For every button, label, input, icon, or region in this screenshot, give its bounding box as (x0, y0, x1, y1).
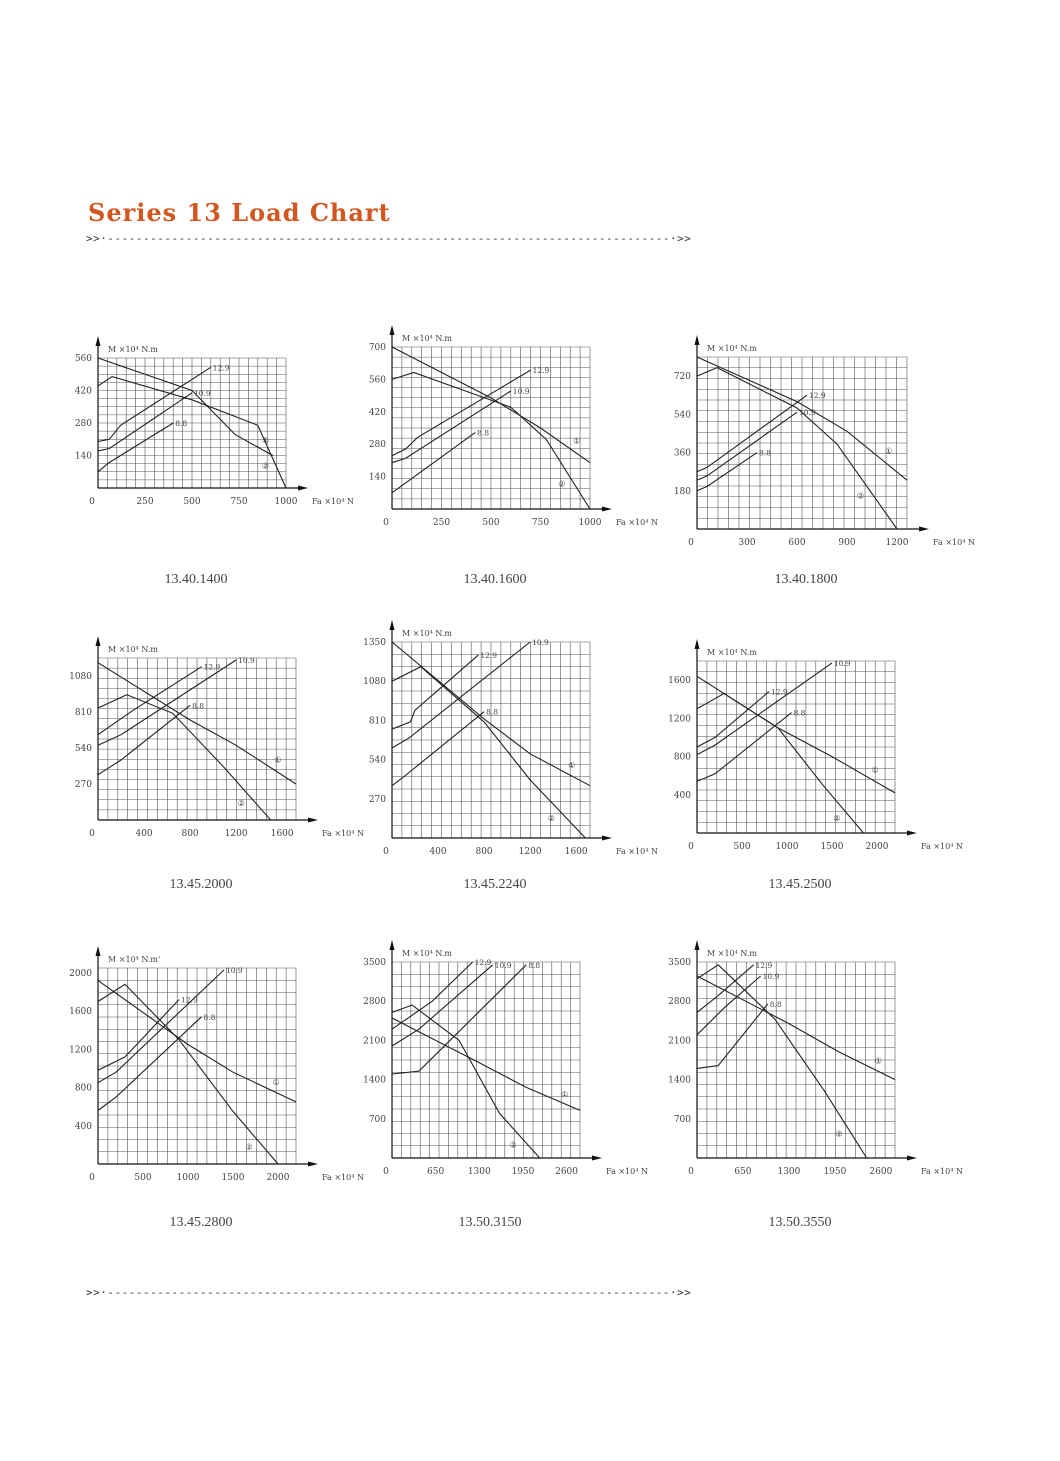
series-label: ① (561, 1089, 569, 1099)
series-label: ① (885, 446, 893, 456)
x-tick-label: 0 (688, 842, 694, 852)
x-tick-label: 0 (383, 847, 389, 857)
x-tick-label: 500 (482, 518, 500, 528)
series-label: ② (857, 491, 865, 501)
series-label: 8.8 (192, 701, 205, 711)
x-axis-arrow (919, 527, 929, 532)
series-label: 12.9 (532, 366, 550, 376)
y-tick-label: 2000 (69, 968, 92, 979)
x-tick-label: 600 (788, 538, 806, 548)
chart-caption: 13.45.2000 (169, 877, 233, 892)
y-tick-label: 420 (368, 407, 386, 418)
x-tick-label: 1600 (270, 829, 294, 839)
series-label: 8.8 (203, 1012, 216, 1022)
series-label: 8.8 (477, 428, 490, 438)
series-label: 10.9 (226, 965, 243, 975)
chart-caption: 13.45.2800 (169, 1215, 233, 1230)
x-tick-label: 1300 (467, 1167, 491, 1177)
y-tick-label: 360 (673, 448, 691, 459)
series-label: 12.9 (474, 958, 492, 967)
x-axis-arrow (308, 1162, 318, 1167)
series-line (697, 694, 864, 834)
series-line (392, 965, 493, 1046)
y-axis-label: M ×10⁴ N.m (108, 345, 158, 354)
x-tick-label: 1000 (274, 497, 298, 507)
chart-5 (363, 620, 658, 892)
y-tick-label: 1600 (69, 1007, 92, 1018)
chart-caption: 13.45.2500 (768, 877, 832, 892)
series-label: 8.8 (175, 419, 188, 428)
x-tick-label: 300 (738, 538, 756, 548)
y-axis-arrow (695, 639, 700, 649)
x-axis-arrow (907, 831, 917, 836)
y-tick-label: 2100 (363, 1036, 386, 1047)
x-tick-label: 500 (733, 842, 751, 852)
series-line (392, 1005, 540, 1158)
x-tick-label: 2000 (266, 1173, 290, 1183)
y-tick-label: 700 (368, 343, 386, 353)
y-tick-label: 420 (74, 386, 92, 397)
chart-7 (69, 946, 364, 1230)
chart-caption: 13.40.1600 (463, 572, 527, 587)
y-tick-label: 540 (368, 755, 386, 766)
x-tick-label: 1000 (578, 518, 602, 528)
y-axis-arrow (96, 636, 101, 646)
chart-6 (668, 639, 963, 892)
y-tick-label: 1200 (69, 1045, 92, 1056)
series-line (392, 712, 484, 786)
x-tick-label: 500 (183, 497, 201, 507)
x-tick-label: 0 (89, 1173, 95, 1183)
series-line (392, 965, 526, 1074)
x-tick-label: 650 (734, 1167, 752, 1177)
y-tick-label: 560 (368, 375, 386, 386)
series-label: ① (262, 436, 270, 446)
y-tick-label: 400 (673, 790, 691, 801)
bottom-divider: >>·-------------------------------------------------------------------------------·>> (86, 1286, 692, 1299)
x-tick-label: 1950 (823, 1167, 847, 1177)
series-label: ② (237, 799, 245, 808)
y-tick-label: 3500 (668, 958, 691, 968)
y-tick-label: 700 (368, 1114, 386, 1125)
series-label: 10.9 (494, 960, 512, 970)
y-axis-label: M ×10⁴ N.m (402, 629, 452, 638)
x-tick-label: 1500 (221, 1173, 245, 1183)
y-tick-label: 720 (673, 372, 691, 383)
y-tick-label: 800 (673, 752, 691, 763)
y-tick-label: 1200 (668, 714, 691, 725)
x-axis-arrow (602, 507, 612, 512)
series-label: 8.8 (793, 708, 806, 718)
chart-caption: 13.50.3150 (458, 1215, 522, 1230)
x-tick-label: 650 (427, 1167, 445, 1177)
series-label: 12.9 (212, 363, 230, 373)
series-label: ② (547, 813, 555, 823)
series-line (98, 984, 278, 1164)
x-tick-label: 2600 (869, 1167, 893, 1177)
x-tick-label: 250 (136, 497, 154, 507)
x-tick-label: 0 (383, 518, 389, 528)
series-line (392, 962, 473, 1029)
series-label: 12.9 (809, 391, 826, 401)
y-tick-label: 2100 (668, 1036, 691, 1047)
x-tick-label: 0 (89, 497, 95, 507)
y-tick-label: 540 (673, 410, 691, 421)
y-axis-label: M ×10⁴ N.m (402, 334, 452, 343)
x-tick-label: 800 (475, 847, 493, 857)
x-tick-label: 1200 (885, 538, 909, 548)
y-tick-label: 700 (673, 1114, 691, 1125)
series-label: ① (272, 1078, 280, 1088)
series-line (697, 1004, 768, 1068)
chart-4 (69, 636, 364, 892)
chart-caption: 13.40.1400 (164, 572, 228, 587)
series-label: 10.9 (762, 972, 780, 981)
x-axis-label: Fa ×10⁴ N (933, 538, 975, 547)
series-label: 10.9 (532, 638, 549, 647)
series-label: 10.9 (799, 408, 816, 418)
series-label: ② (835, 1129, 843, 1139)
y-axis-label: M ×10⁴ N.m (707, 648, 757, 657)
x-tick-label: 750 (230, 497, 248, 507)
x-tick-label: 1600 (564, 847, 588, 857)
series-label: 12.9 (181, 995, 198, 1005)
y-axis-label: M ×10⁴ N.m' (108, 955, 161, 964)
x-axis-label: Fa ×10⁴ N (616, 518, 658, 527)
y-tick-label: 1080 (363, 677, 386, 688)
series-label: ① (274, 755, 282, 765)
top-divider: >>·-------------------------------------------------------------------------------·>> (86, 232, 692, 245)
x-tick-label: 500 (134, 1173, 152, 1183)
x-axis-label: Fa ×10⁴ N (616, 847, 658, 856)
x-tick-label: 2000 (865, 842, 889, 852)
x-tick-label: 0 (688, 1167, 694, 1177)
series-line (98, 705, 190, 774)
chart-8 (363, 940, 648, 1230)
series-label: 8.8 (769, 1000, 782, 1009)
y-tick-label: 280 (368, 440, 386, 451)
x-tick-label: 1000 (176, 1173, 200, 1183)
series-line (697, 663, 832, 755)
series-label: 12.9 (203, 662, 221, 672)
y-tick-label: 1080 (69, 672, 92, 682)
series-line (392, 433, 475, 493)
x-tick-label: 1200 (224, 829, 248, 839)
series-label: 8.8 (486, 707, 499, 717)
series-label: ② (833, 814, 841, 824)
x-tick-label: 1300 (777, 1167, 801, 1177)
y-axis-arrow (695, 335, 700, 345)
y-tick-label: 2800 (363, 997, 386, 1008)
series-label: 8.8 (759, 448, 771, 458)
x-tick-label: 900 (838, 538, 856, 548)
x-axis-label: Fa ×10⁴ N (606, 1167, 648, 1176)
chart-caption: 13.40.1800 (774, 572, 838, 587)
y-axis-arrow (390, 325, 395, 335)
y-tick-label: 1400 (668, 1075, 691, 1086)
y-tick-label: 2800 (668, 997, 691, 1008)
series-label: 12.9 (771, 687, 788, 697)
x-tick-label: 1500 (820, 842, 844, 852)
x-tick-label: 1000 (775, 842, 799, 852)
y-axis-arrow (695, 940, 700, 950)
x-tick-label: 750 (531, 518, 550, 528)
series-label: ② (558, 479, 566, 489)
series-label: 10.9 (194, 388, 211, 398)
x-axis-arrow (907, 1156, 917, 1161)
y-axis-arrow (390, 940, 395, 950)
series-label: 12.9 (480, 651, 498, 661)
y-axis-arrow (96, 946, 101, 956)
x-tick-label: 1950 (511, 1167, 535, 1177)
y-tick-label: 400 (74, 1121, 92, 1132)
y-tick-label: 180 (673, 486, 691, 497)
series-label: ② (245, 1142, 253, 1152)
x-tick-label: 800 (181, 829, 199, 839)
series-line (98, 1000, 179, 1071)
x-tick-label: 0 (688, 538, 694, 548)
chart-caption: 13.45.2240 (463, 877, 527, 892)
y-tick-label: 3500 (363, 958, 386, 968)
y-tick-label: 540 (74, 744, 92, 754)
x-tick-label: 400 (135, 829, 153, 839)
x-tick-label: 1200 (518, 847, 542, 857)
x-axis-arrow (592, 1156, 602, 1161)
y-tick-label: 810 (368, 716, 386, 727)
x-axis-label: Fa ×10⁴ N (312, 497, 354, 506)
chart-1 (75, 336, 354, 587)
x-axis-label: Fa ×10⁴ N (322, 1173, 364, 1182)
y-tick-label: 560 (74, 354, 92, 364)
y-axis-arrow (390, 620, 395, 630)
series-label: ② (509, 1140, 517, 1150)
y-tick-label: 1600 (668, 676, 691, 687)
chart-2 (369, 325, 658, 587)
y-axis-label: M ×10⁴ N.m (402, 949, 452, 958)
series-line (697, 395, 807, 472)
y-axis-label: M ×10⁴ N.m (707, 344, 757, 353)
x-axis-label: Fa ×10⁴ N (921, 1167, 963, 1176)
x-axis-arrow (298, 486, 308, 491)
y-axis-label: M ×10⁴ N.m (108, 645, 158, 654)
series-label: 10.9 (834, 658, 851, 668)
series-label: 10.9 (238, 656, 255, 665)
x-axis-arrow (308, 818, 318, 823)
series-label: ① (871, 765, 879, 775)
series-label: ① (568, 760, 576, 770)
y-tick-label: 270 (368, 794, 386, 805)
y-axis-label: M ×10⁴ N.m (707, 949, 757, 958)
x-axis-label: Fa ×10⁴ N (322, 829, 364, 838)
y-tick-label: 1350 (363, 638, 386, 648)
y-tick-label: 1400 (363, 1075, 386, 1086)
y-tick-label: 140 (368, 472, 386, 483)
x-tick-label: 2600 (555, 1167, 579, 1177)
chart-caption: 13.50.3550 (768, 1215, 832, 1230)
x-tick-label: 250 (432, 518, 451, 528)
y-tick-label: 140 (74, 451, 92, 462)
y-tick-label: 280 (74, 419, 92, 429)
series-label: 8.8 (528, 960, 541, 970)
x-tick-label: 0 (89, 829, 95, 839)
page-title: Series 13 Load Chart (88, 198, 391, 227)
chart-9 (668, 940, 963, 1230)
y-tick-label: 810 (74, 708, 92, 718)
series-label: 10.9 (512, 386, 530, 396)
chart-3 (674, 335, 975, 587)
x-axis-arrow (602, 836, 612, 841)
y-tick-label: 270 (74, 780, 92, 790)
series-label: ① (874, 1056, 882, 1066)
x-axis-label: Fa ×10⁴ N (921, 842, 963, 851)
x-tick-label: 0 (383, 1167, 389, 1177)
series-label: ① (573, 436, 581, 446)
y-tick-label: 800 (74, 1083, 92, 1094)
series-label: ② (261, 461, 270, 471)
series-label: 12.9 (755, 960, 773, 970)
y-axis-arrow (96, 336, 101, 346)
series-line (697, 412, 797, 480)
x-tick-label: 400 (429, 847, 447, 857)
series-line (697, 453, 757, 491)
